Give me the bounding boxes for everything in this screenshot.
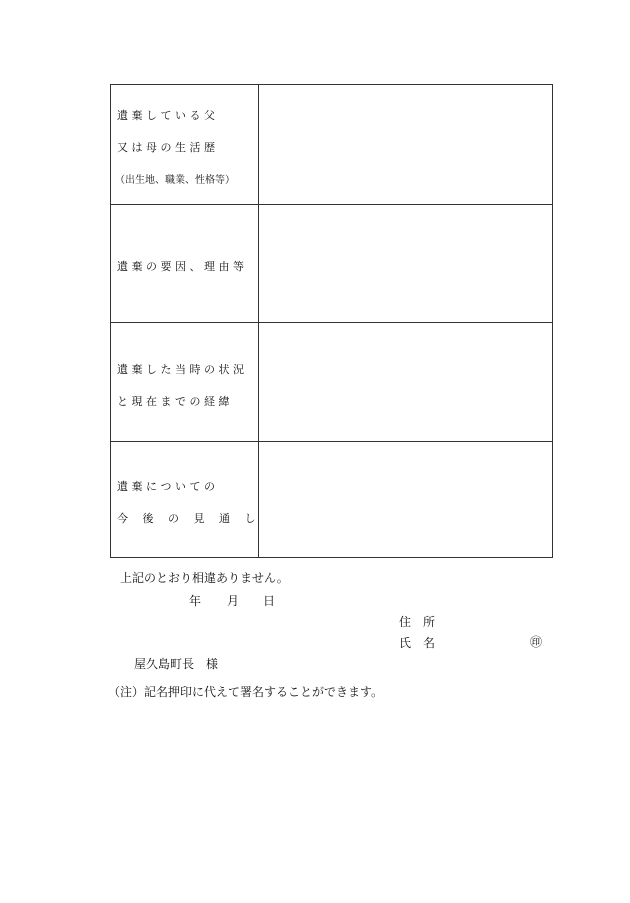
value-cell[interactable] <box>259 85 552 204</box>
label-cell <box>111 323 259 441</box>
row-outlook <box>111 441 552 557</box>
value-cell[interactable] <box>259 205 552 322</box>
date-month: 月 <box>227 594 240 608</box>
footnote: （注）記名押印に代えて署名することができます。 <box>108 685 384 699</box>
label-line: 遺 棄 し た 当 時 の 状 況 <box>117 363 244 376</box>
value-cell[interactable] <box>259 442 552 557</box>
date-year: 年 <box>189 594 202 608</box>
label-line: 遺 棄 に つ い て の <box>117 480 215 493</box>
label-line: 遺 棄 し て い る 父 <box>117 109 215 122</box>
label-line: 遺 棄 の 要 因 、 理 由 等 <box>117 260 244 273</box>
label-cell <box>111 442 259 557</box>
declaration-text: 上記のとおり相違ありません。 <box>120 571 289 585</box>
address-label: 住 所 <box>399 615 436 629</box>
seal-mark: ㊞ <box>530 635 543 649</box>
name-label: 氏 名 <box>399 636 436 650</box>
label-line: 又 は 母 の 生 活 歴 <box>117 141 215 154</box>
label-cell <box>111 205 259 322</box>
label-line: （出生地、職業、性格等） <box>115 175 235 186</box>
row-circumstances <box>111 322 552 441</box>
declaration-form-table <box>110 84 553 558</box>
row-parent-history <box>111 85 552 204</box>
label-line: と 現 在 ま で の 経 緯 <box>117 395 230 408</box>
date-day: 日 <box>263 594 276 608</box>
addressee: 屋久島町長 様 <box>134 657 219 671</box>
row-reason <box>111 204 552 322</box>
label-line: 今 後 の 見 通 し <box>117 512 256 525</box>
value-cell[interactable] <box>259 323 552 441</box>
label-cell <box>111 85 259 204</box>
